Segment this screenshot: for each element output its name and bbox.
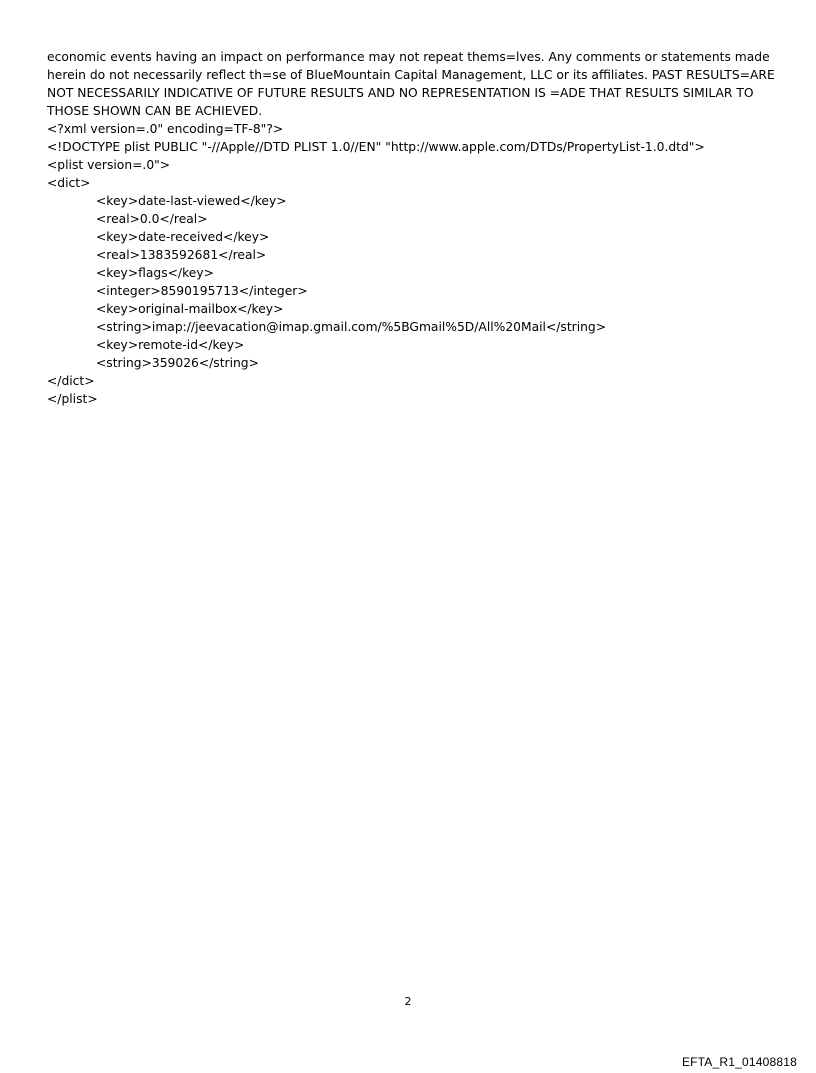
plist-entry: <string>359026</string> xyxy=(96,356,259,370)
disclaimer-line: herein do not necessarily reflect th=se of BlueMountain Capital Management, LLC or its affiliates. PAST RESULTS=ARE xyxy=(47,68,775,82)
plist-entry: <key>flags</key> xyxy=(96,266,214,280)
plist-entry: <key>date-received</key> xyxy=(96,230,270,244)
doctype-line: <!DOCTYPE plist PUBLIC "-//Apple//DTD PLIST 1.0//EN" "http://www.apple.com/DTDs/PropertyList-1.0.dtd"> xyxy=(47,140,705,154)
plist-source-block xyxy=(47,120,767,408)
plist-entry: <key>date-last-viewed</key> xyxy=(96,194,287,208)
plist-entry: <string>imap://jeevacation@imap.gmail.com/%5BGmail%5D/All%20Mail</string> xyxy=(96,320,607,334)
plist-close-tag: </plist> xyxy=(47,392,98,406)
disclaimer-line: NOT NECESSARILY INDICATIVE OF FUTURE RESULTS AND NO REPRESENTATION IS =ADE THAT RESULTS SIMILAR TO xyxy=(47,86,754,100)
disclaimer-line: economic events having an impact on performance may not repeat thems=lves. Any comments or statements made xyxy=(47,50,770,64)
disclaimer-paragraph xyxy=(47,48,775,120)
disclaimer-line: THOSE SHOWN CAN BE ACHIEVED. xyxy=(47,104,263,118)
plist-entry: <integer>8590195713</integer> xyxy=(96,284,308,298)
document-body xyxy=(47,48,775,408)
dict-close-tag: </dict> xyxy=(47,374,95,388)
dict-open-tag: <dict> xyxy=(47,176,91,190)
xml-declaration: <?xml version=.0" encoding=TF-8"?> xyxy=(47,122,284,136)
plist-entry: <key>remote-id</key> xyxy=(96,338,245,352)
plist-entry: <key>original-mailbox</key> xyxy=(96,302,284,316)
document-id-stamp: EFTA_R1_01408818 xyxy=(681,1055,797,1069)
plist-entry: <real>0.0</real> xyxy=(96,212,208,226)
plist-open-tag: <plist version=.0"> xyxy=(47,158,171,172)
page-number: 2 xyxy=(404,995,412,1008)
plist-entry: <real>1383592681</real> xyxy=(96,248,267,262)
